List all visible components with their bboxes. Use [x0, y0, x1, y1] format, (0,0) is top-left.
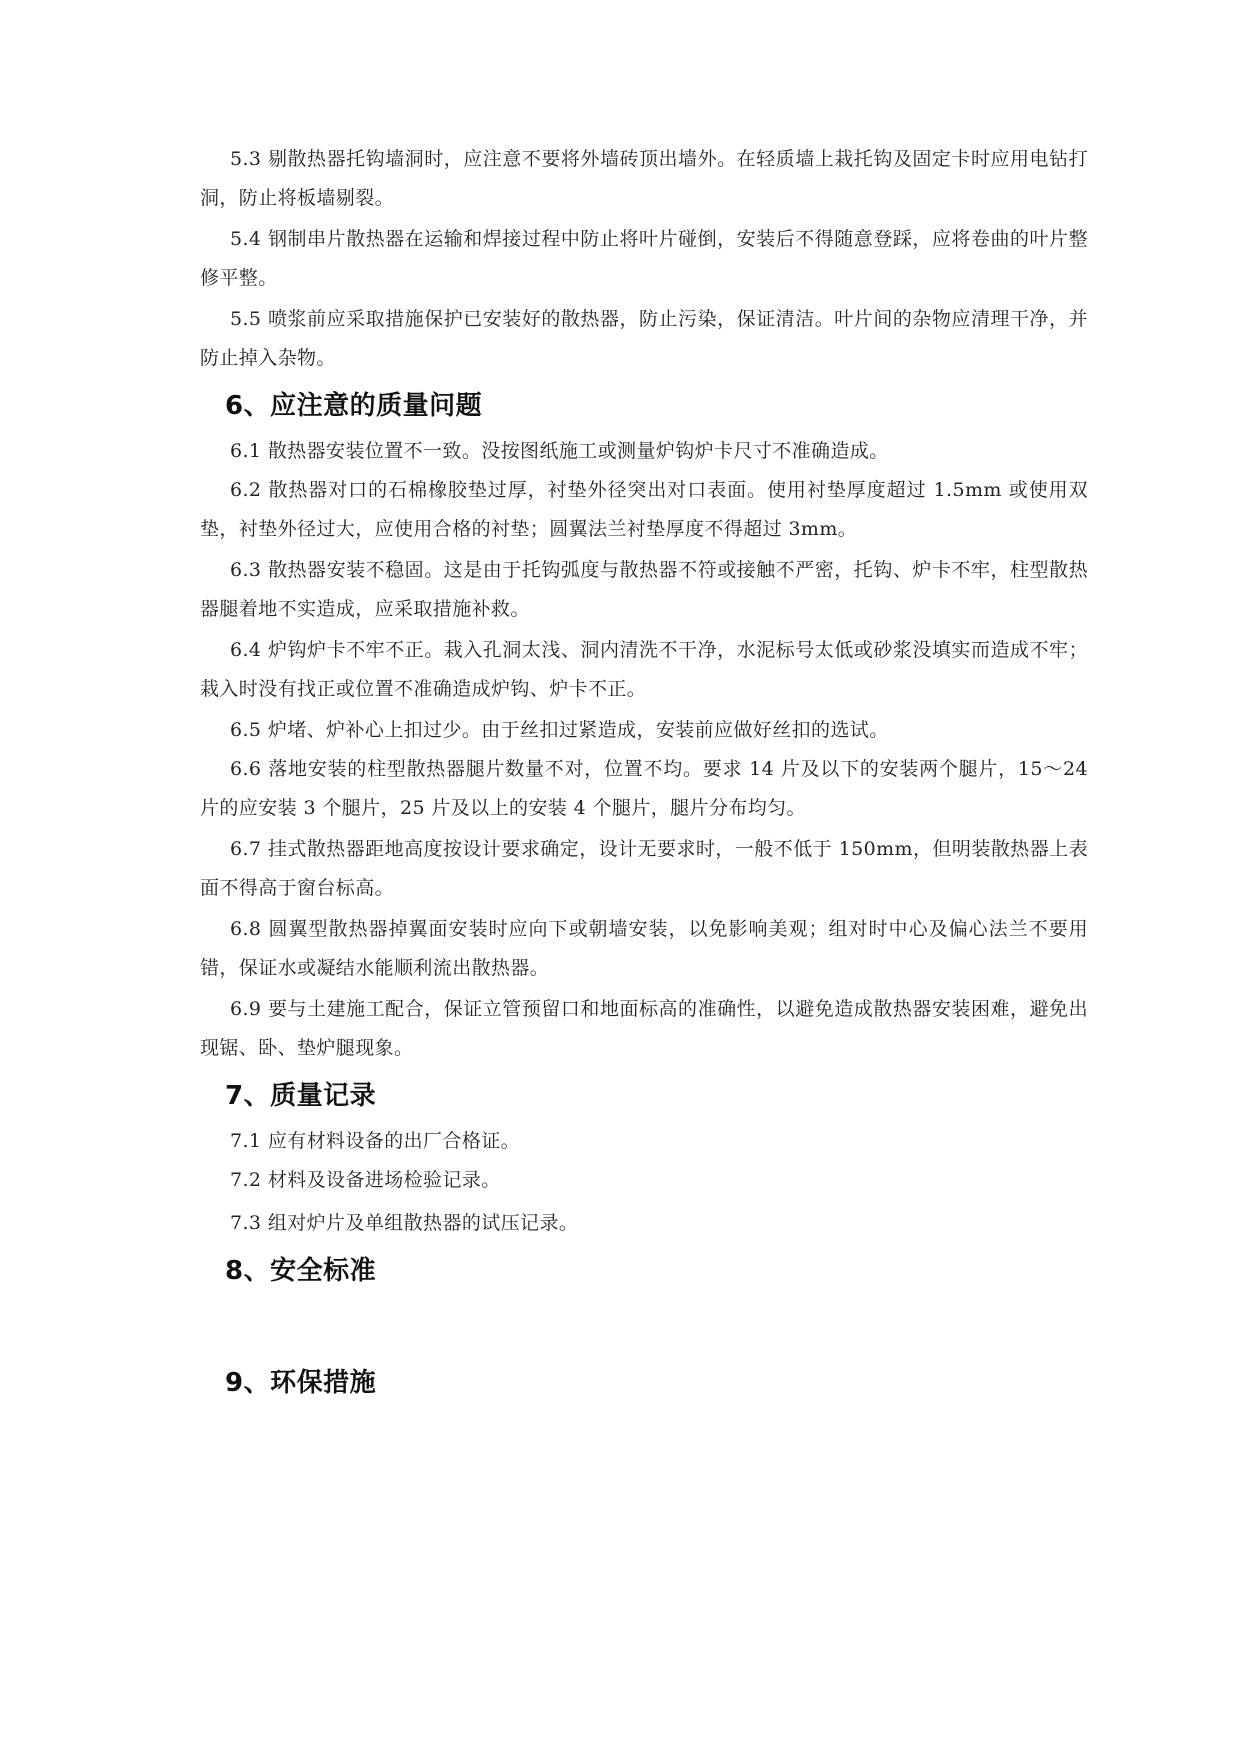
- section-heading-9: 9、环保措施: [225, 1368, 377, 1398]
- paragraph-6-3: 6.3 散热器安装不稳固。这是由于托钩弧度与散热器不符或接触不严密，托钩、炉卡不牢，柱型散热器腿着地不实造成，应采取措施补救。: [200, 559, 1088, 620]
- paragraph-5-4: 5.4 钢制串片散热器在运输和焊接过程中防止将叶片碰倒，安装后不得随意登踩，应将卷曲的叶片整修平整。: [200, 228, 1088, 289]
- paragraph-6-1: 6.1 散热器安装位置不一致。没按图纸施工或测量炉钩炉卡尺寸不准确造成。: [230, 440, 889, 462]
- paragraph-6-4: 6.4 炉钩炉卡不牢不正。栽入孔洞太浅、洞内清洗不干净，水泥标号太低或砂浆没填实而造成不牢；栽入时没有找正或位置不准确造成炉钩、炉卡不正。: [200, 639, 1088, 700]
- paragraph-7-1: 7.1 应有材料设备的出厂合格证。: [230, 1130, 521, 1152]
- paragraph-6-5: 6.5 炉堵、炉补心上扣过少。由于丝扣过紧造成，安装前应做好丝扣的选试。: [230, 719, 889, 741]
- paragraph-6-9: 6.9 要与土建施工配合，保证立管预留口和地面标高的准确性，以避免造成散热器安装困难，避免出现锯、卧、垫炉腿现象。: [200, 998, 1088, 1059]
- section-heading-6: 6、应注意的质量问题: [225, 391, 483, 421]
- document-body: [200, 140, 1088, 1409]
- section-heading-8: 8、安全标准: [225, 1256, 377, 1286]
- spacer: [200, 1297, 1088, 1355]
- paragraph-6-6: 6.6 落地安装的柱型散热器腿片数量不对，位置不均。要求 14 片及以下的安装两个腿片，15～24 片的应安装 3 个腿片，25 片及以上的安装 4 个腿片，腿片分布均匀。: [200, 758, 1088, 819]
- paragraph-5-3: 5.3 剔散热器托钩墙洞时，应注意不要将外墙砖顶出墙外。在轻质墙上栽托钩及固定卡时应用电钻打洞，防止将板墙剔裂。: [200, 148, 1088, 209]
- paragraph-7-2: 7.2 材料及设备进场检验记录。: [230, 1169, 501, 1191]
- section-heading-7: 7、质量记录: [225, 1081, 377, 1111]
- paragraph-6-7: 6.7 挂式散热器距地高度按设计要求确定，设计无要求时，一般不低于 150mm，但明装散热器上表面不得高于窗台标高。: [200, 838, 1088, 899]
- paragraph-5-5: 5.5 喷浆前应采取措施保护已安装好的散热器，防止污染，保证清洁。叶片间的杂物应清理干净，并防止掉入杂物。: [200, 308, 1088, 369]
- paragraph-7-3: 7.3 组对炉片及单组散热器的试压记录。: [230, 1212, 579, 1234]
- paragraph-6-8: 6.8 圆翼型散热器掉翼面安装时应向下或朝墙安装，以免影响美观；组对时中心及偏心法兰不要用错，保证水或凝结水能顺利流出散热器。: [200, 918, 1088, 979]
- paragraph-6-2: 6.2 散热器对口的石棉橡胶垫过厚，衬垫外径突出对口表面。使用衬垫厚度超过 1.5mm 或使用双垫，衬垫外径过大，应使用合格的衬垫；圆翼法兰衬垫厚度不得超过 3mm。: [200, 479, 1088, 540]
